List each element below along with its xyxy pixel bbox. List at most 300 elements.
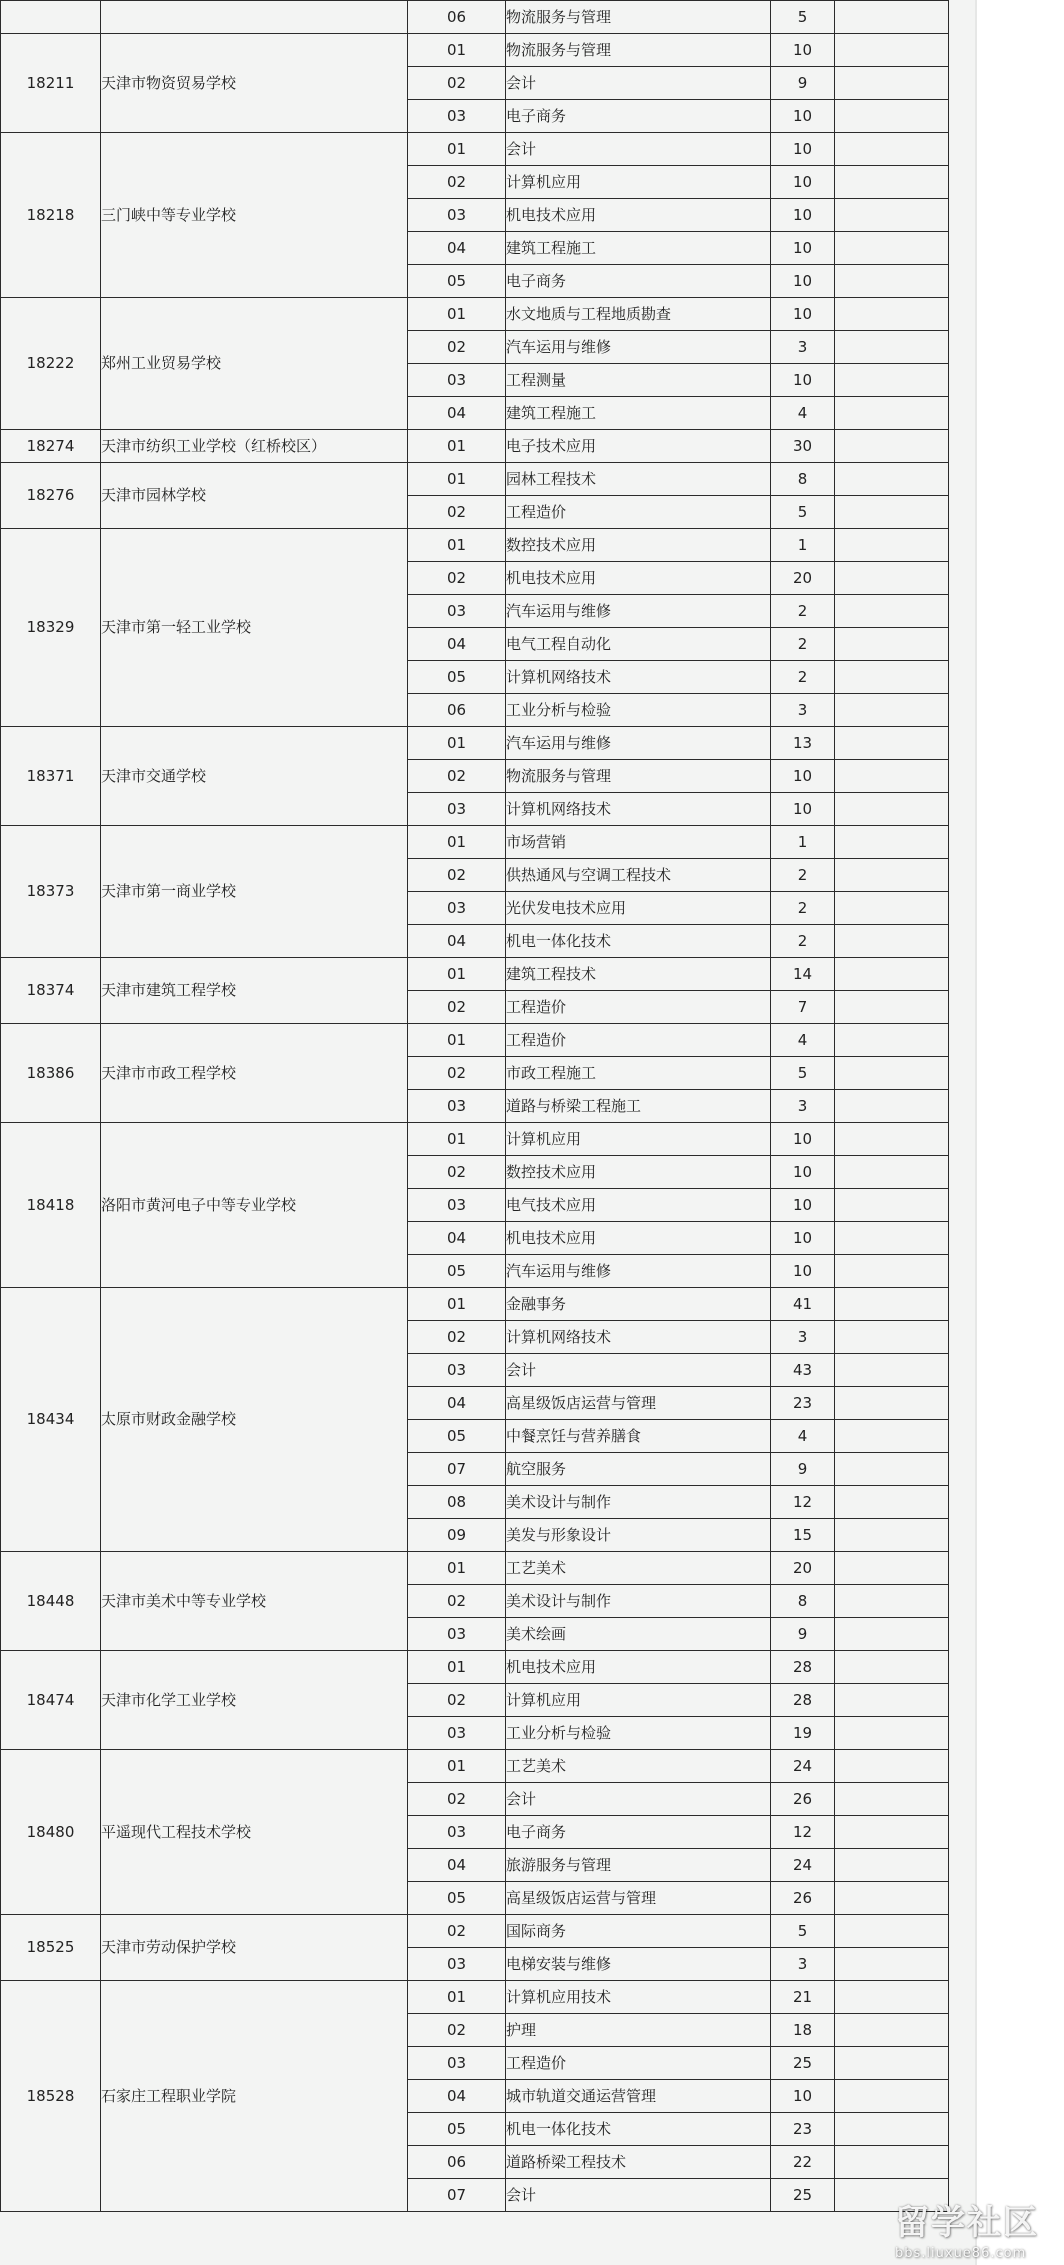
remark-cell xyxy=(835,760,949,793)
major-code-cell: 03 xyxy=(408,364,506,397)
remark-cell xyxy=(835,1816,949,1849)
school-code-cell: 18434 xyxy=(1,1288,101,1552)
school-code-cell: 18276 xyxy=(1,463,101,529)
quota-cell: 2 xyxy=(771,892,835,925)
remark-cell xyxy=(835,1915,949,1948)
major-code-cell: 02 xyxy=(408,1684,506,1717)
quota-cell: 10 xyxy=(771,133,835,166)
major-code-cell: 04 xyxy=(408,1387,506,1420)
major-name-cell: 城市轨道交通运营管理 xyxy=(506,2080,771,2113)
remark-cell xyxy=(835,331,949,364)
quota-cell: 28 xyxy=(771,1684,835,1717)
major-name-cell: 物流服务与管理 xyxy=(506,760,771,793)
major-name-cell: 建筑工程施工 xyxy=(506,397,771,430)
remark-cell xyxy=(835,958,949,991)
major-name-cell: 中餐烹饪与营养膳食 xyxy=(506,1420,771,1453)
major-code-cell: 07 xyxy=(408,2179,506,2212)
major-code-cell: 04 xyxy=(408,397,506,430)
major-name-cell: 会计 xyxy=(506,1783,771,1816)
major-code-cell: 02 xyxy=(408,331,506,364)
quota-cell: 9 xyxy=(771,1618,835,1651)
school-name-cell: 平遥现代工程技术学校 xyxy=(101,1750,408,1915)
major-name-cell: 机电技术应用 xyxy=(506,1222,771,1255)
remark-cell xyxy=(835,2146,949,2179)
remark-cell xyxy=(835,1948,949,1981)
remark-cell xyxy=(835,2047,949,2080)
school-code-cell: 18374 xyxy=(1,958,101,1024)
remark-cell xyxy=(835,2113,949,2146)
major-name-cell: 高星级饭店运营与管理 xyxy=(506,1387,771,1420)
remark-cell xyxy=(835,397,949,430)
school-code-cell: 18274 xyxy=(1,430,101,463)
remark-cell xyxy=(835,1222,949,1255)
quota-cell: 2 xyxy=(771,595,835,628)
major-code-cell: 01 xyxy=(408,133,506,166)
quota-cell: 5 xyxy=(771,1057,835,1090)
quota-cell: 12 xyxy=(771,1816,835,1849)
quota-cell: 8 xyxy=(771,463,835,496)
major-code-cell: 03 xyxy=(408,793,506,826)
major-code-cell: 04 xyxy=(408,1222,506,1255)
major-code-cell: 02 xyxy=(408,166,506,199)
major-name-cell: 护理 xyxy=(506,2014,771,2047)
quota-cell: 20 xyxy=(771,562,835,595)
remark-cell xyxy=(835,430,949,463)
school-name-cell: 天津市建筑工程学校 xyxy=(101,958,408,1024)
major-name-cell: 电子商务 xyxy=(506,265,771,298)
quota-cell: 28 xyxy=(771,1651,835,1684)
remark-cell xyxy=(835,1,949,34)
quota-cell: 3 xyxy=(771,694,835,727)
quota-cell: 10 xyxy=(771,166,835,199)
major-name-cell: 计算机应用 xyxy=(506,166,771,199)
major-name-cell: 电子技术应用 xyxy=(506,430,771,463)
major-name-cell: 计算机应用 xyxy=(506,1123,771,1156)
major-name-cell: 计算机应用技术 xyxy=(506,1981,771,2014)
major-code-cell: 02 xyxy=(408,1321,506,1354)
school-name-cell: 天津市市政工程学校 xyxy=(101,1024,408,1123)
remark-cell xyxy=(835,1156,949,1189)
quota-cell: 7 xyxy=(771,991,835,1024)
remark-cell xyxy=(835,1717,949,1750)
major-name-cell: 汽车运用与维修 xyxy=(506,1255,771,1288)
quota-cell: 3 xyxy=(771,331,835,364)
school-name-cell: 天津市第一商业学校 xyxy=(101,826,408,958)
major-code-cell: 03 xyxy=(408,2047,506,2080)
major-code-cell: 03 xyxy=(408,1948,506,1981)
quota-cell: 14 xyxy=(771,958,835,991)
major-name-cell: 美发与形象设计 xyxy=(506,1519,771,1552)
school-code-cell: 18371 xyxy=(1,727,101,826)
remark-cell xyxy=(835,1651,949,1684)
quota-cell: 19 xyxy=(771,1717,835,1750)
major-code-cell: 02 xyxy=(408,1585,506,1618)
remark-cell xyxy=(835,991,949,1024)
major-name-cell: 工程造价 xyxy=(506,496,771,529)
quota-cell: 23 xyxy=(771,2113,835,2146)
major-code-cell: 03 xyxy=(408,1618,506,1651)
major-code-cell: 01 xyxy=(408,430,506,463)
remark-cell xyxy=(835,1024,949,1057)
major-name-cell: 工艺美术 xyxy=(506,1552,771,1585)
major-name-cell: 机电技术应用 xyxy=(506,562,771,595)
table-row xyxy=(1,1,949,34)
quota-cell: 22 xyxy=(771,2146,835,2179)
major-name-cell: 工业分析与检验 xyxy=(506,694,771,727)
quota-cell: 10 xyxy=(771,265,835,298)
remark-cell xyxy=(835,661,949,694)
school-code-cell: 18218 xyxy=(1,133,101,298)
major-code-cell: 01 xyxy=(408,1024,506,1057)
remark-cell xyxy=(835,1057,949,1090)
quota-cell: 26 xyxy=(771,1882,835,1915)
major-code-cell: 02 xyxy=(408,67,506,100)
quota-cell: 10 xyxy=(771,100,835,133)
major-code-cell: 02 xyxy=(408,1057,506,1090)
school-name-cell: 洛阳市黄河电子中等专业学校 xyxy=(101,1123,408,1288)
major-code-cell: 01 xyxy=(408,1288,506,1321)
remark-cell xyxy=(835,2080,949,2113)
quota-cell: 4 xyxy=(771,1420,835,1453)
quota-cell: 5 xyxy=(771,496,835,529)
major-code-cell: 06 xyxy=(408,694,506,727)
quota-cell: 10 xyxy=(771,298,835,331)
watermark-url-text: bbs.liuxue86.com xyxy=(895,2246,1027,2261)
major-name-cell: 电梯安装与维修 xyxy=(506,1948,771,1981)
remark-cell xyxy=(835,1255,949,1288)
quota-cell: 1 xyxy=(771,529,835,562)
quota-cell: 10 xyxy=(771,1189,835,1222)
major-code-cell: 02 xyxy=(408,760,506,793)
major-name-cell: 光伏发电技术应用 xyxy=(506,892,771,925)
major-code-cell: 06 xyxy=(408,2146,506,2179)
major-code-cell: 01 xyxy=(408,34,506,67)
school-code-cell xyxy=(1,1,101,34)
major-name-cell: 物流服务与管理 xyxy=(506,34,771,67)
school-name-cell: 天津市纺织工业学校（红桥校区） xyxy=(101,430,408,463)
major-name-cell: 汽车运用与维修 xyxy=(506,595,771,628)
school-name-cell: 郑州工业贸易学校 xyxy=(101,298,408,430)
major-name-cell: 旅游服务与管理 xyxy=(506,1849,771,1882)
remark-cell xyxy=(835,1453,949,1486)
school-code-cell: 18386 xyxy=(1,1024,101,1123)
major-code-cell: 04 xyxy=(408,628,506,661)
remark-cell xyxy=(835,2014,949,2047)
panel-edge xyxy=(975,0,977,2265)
school-code-cell: 18480 xyxy=(1,1750,101,1915)
quota-cell: 2 xyxy=(771,661,835,694)
remark-cell xyxy=(835,1288,949,1321)
major-name-cell: 会计 xyxy=(506,67,771,100)
remark-cell xyxy=(835,562,949,595)
major-code-cell: 01 xyxy=(408,826,506,859)
school-code-cell: 18329 xyxy=(1,529,101,727)
major-name-cell: 数控技术应用 xyxy=(506,529,771,562)
major-code-cell: 06 xyxy=(408,1,506,34)
table-row xyxy=(1,463,949,496)
table-row xyxy=(1,1288,949,1321)
major-code-cell: 05 xyxy=(408,2113,506,2146)
school-code-cell: 18373 xyxy=(1,826,101,958)
quota-cell: 10 xyxy=(771,1123,835,1156)
table-row xyxy=(1,298,949,331)
remark-cell xyxy=(835,1552,949,1585)
school-name-cell: 天津市美术中等专业学校 xyxy=(101,1552,408,1651)
major-code-cell: 02 xyxy=(408,859,506,892)
major-name-cell: 数控技术应用 xyxy=(506,1156,771,1189)
remark-cell xyxy=(835,232,949,265)
remark-cell xyxy=(835,133,949,166)
remark-cell xyxy=(835,1882,949,1915)
remark-cell xyxy=(835,166,949,199)
quota-cell: 5 xyxy=(771,1915,835,1948)
remark-cell xyxy=(835,1750,949,1783)
quota-cell: 24 xyxy=(771,1750,835,1783)
remark-cell xyxy=(835,826,949,859)
major-code-cell: 04 xyxy=(408,925,506,958)
quota-cell: 25 xyxy=(771,2179,835,2212)
quota-cell: 10 xyxy=(771,364,835,397)
major-code-cell: 05 xyxy=(408,265,506,298)
major-code-cell: 01 xyxy=(408,1981,506,2014)
major-name-cell: 机电一体化技术 xyxy=(506,925,771,958)
major-code-cell: 01 xyxy=(408,1552,506,1585)
major-code-cell: 02 xyxy=(408,1915,506,1948)
major-name-cell: 电气工程自动化 xyxy=(506,628,771,661)
remark-cell xyxy=(835,1486,949,1519)
quota-cell: 10 xyxy=(771,1156,835,1189)
table-row xyxy=(1,529,949,562)
quota-cell: 20 xyxy=(771,1552,835,1585)
major-name-cell: 电子商务 xyxy=(506,1816,771,1849)
major-name-cell: 电气技术应用 xyxy=(506,1189,771,1222)
quota-cell: 9 xyxy=(771,67,835,100)
table-row xyxy=(1,1651,949,1684)
quota-cell: 15 xyxy=(771,1519,835,1552)
quota-cell: 3 xyxy=(771,1948,835,1981)
major-name-cell: 美术设计与制作 xyxy=(506,1486,771,1519)
school-code-cell: 18448 xyxy=(1,1552,101,1651)
quota-cell: 18 xyxy=(771,2014,835,2047)
quota-cell: 4 xyxy=(771,1024,835,1057)
table-row xyxy=(1,34,949,67)
quota-cell: 10 xyxy=(771,2080,835,2113)
school-code-cell: 18474 xyxy=(1,1651,101,1750)
remark-cell xyxy=(835,1420,949,1453)
major-code-cell: 01 xyxy=(408,727,506,760)
major-name-cell: 金融事务 xyxy=(506,1288,771,1321)
remark-cell xyxy=(835,793,949,826)
remark-cell xyxy=(835,1618,949,1651)
major-code-cell: 08 xyxy=(408,1486,506,1519)
major-code-cell: 02 xyxy=(408,1783,506,1816)
school-name-cell: 天津市物资贸易学校 xyxy=(101,34,408,133)
table-row xyxy=(1,430,949,463)
school-code-cell: 18528 xyxy=(1,1981,101,2212)
quota-cell: 3 xyxy=(771,1321,835,1354)
remark-cell xyxy=(835,199,949,232)
school-name-cell: 天津市园林学校 xyxy=(101,463,408,529)
remark-cell xyxy=(835,727,949,760)
school-code-cell: 18525 xyxy=(1,1915,101,1981)
quota-cell: 10 xyxy=(771,34,835,67)
major-code-cell: 03 xyxy=(408,1090,506,1123)
table-row xyxy=(1,727,949,760)
major-name-cell: 会计 xyxy=(506,1354,771,1387)
quota-cell: 21 xyxy=(771,1981,835,2014)
quota-cell: 2 xyxy=(771,859,835,892)
major-name-cell: 水文地质与工程地质勘查 xyxy=(506,298,771,331)
remark-cell xyxy=(835,1783,949,1816)
quota-cell: 5 xyxy=(771,1,835,34)
quota-cell: 26 xyxy=(771,1783,835,1816)
major-code-cell: 05 xyxy=(408,1882,506,1915)
remark-cell xyxy=(835,1684,949,1717)
major-name-cell: 高星级饭店运营与管理 xyxy=(506,1882,771,1915)
major-code-cell: 03 xyxy=(408,100,506,133)
major-name-cell: 机电技术应用 xyxy=(506,199,771,232)
school-name-cell: 石家庄工程职业学院 xyxy=(101,1981,408,2212)
major-name-cell: 工艺美术 xyxy=(506,1750,771,1783)
quota-cell: 8 xyxy=(771,1585,835,1618)
major-name-cell: 国际商务 xyxy=(506,1915,771,1948)
major-code-cell: 01 xyxy=(408,298,506,331)
quota-cell: 10 xyxy=(771,232,835,265)
major-code-cell: 04 xyxy=(408,2080,506,2113)
major-code-cell: 03 xyxy=(408,1717,506,1750)
major-code-cell: 02 xyxy=(408,1156,506,1189)
quota-cell: 43 xyxy=(771,1354,835,1387)
major-code-cell: 02 xyxy=(408,2014,506,2047)
major-name-cell: 计算机网络技术 xyxy=(506,1321,771,1354)
major-name-cell: 物流服务与管理 xyxy=(506,1,771,34)
remark-cell xyxy=(835,265,949,298)
quota-cell: 9 xyxy=(771,1453,835,1486)
remark-cell xyxy=(835,1123,949,1156)
school-name-cell: 天津市交通学校 xyxy=(101,727,408,826)
school-code-cell: 18418 xyxy=(1,1123,101,1288)
quota-cell: 24 xyxy=(771,1849,835,1882)
table-row xyxy=(1,1981,949,2014)
remark-cell xyxy=(835,892,949,925)
major-code-cell: 02 xyxy=(408,991,506,1024)
quota-cell: 1 xyxy=(771,826,835,859)
major-name-cell: 市政工程施工 xyxy=(506,1057,771,1090)
remark-cell xyxy=(835,1189,949,1222)
major-code-cell: 01 xyxy=(408,529,506,562)
major-name-cell: 计算机网络技术 xyxy=(506,661,771,694)
quota-cell: 10 xyxy=(771,1222,835,1255)
remark-cell xyxy=(835,694,949,727)
major-name-cell: 道路与桥梁工程施工 xyxy=(506,1090,771,1123)
major-code-cell: 02 xyxy=(408,562,506,595)
table-row xyxy=(1,1552,949,1585)
major-code-cell: 03 xyxy=(408,1354,506,1387)
quota-cell: 10 xyxy=(771,199,835,232)
major-name-cell: 工程造价 xyxy=(506,1024,771,1057)
site-watermark xyxy=(895,2195,1060,2260)
major-code-cell: 05 xyxy=(408,1420,506,1453)
major-name-cell: 工业分析与检验 xyxy=(506,1717,771,1750)
major-name-cell: 建筑工程技术 xyxy=(506,958,771,991)
quota-cell: 10 xyxy=(771,793,835,826)
school-name-cell: 天津市化学工业学校 xyxy=(101,1651,408,1750)
remark-cell xyxy=(835,496,949,529)
major-code-cell: 04 xyxy=(408,1849,506,1882)
table-row xyxy=(1,1750,949,1783)
school-name-cell xyxy=(101,1,408,34)
major-code-cell: 03 xyxy=(408,1189,506,1222)
major-name-cell: 计算机网络技术 xyxy=(506,793,771,826)
remark-cell xyxy=(835,1354,949,1387)
major-code-cell: 01 xyxy=(408,1651,506,1684)
table-row xyxy=(1,958,949,991)
remark-cell xyxy=(835,925,949,958)
remark-cell xyxy=(835,1849,949,1882)
table-row xyxy=(1,1123,949,1156)
major-code-cell: 01 xyxy=(408,958,506,991)
major-code-cell: 03 xyxy=(408,595,506,628)
major-name-cell: 电子商务 xyxy=(506,100,771,133)
remark-cell xyxy=(835,529,949,562)
school-name-cell: 天津市第一轻工业学校 xyxy=(101,529,408,727)
remark-cell xyxy=(835,1981,949,2014)
major-name-cell: 会计 xyxy=(506,133,771,166)
major-name-cell: 计算机应用 xyxy=(506,1684,771,1717)
major-code-cell: 07 xyxy=(408,1453,506,1486)
quota-cell: 10 xyxy=(771,1255,835,1288)
major-name-cell: 园林工程技术 xyxy=(506,463,771,496)
major-name-cell: 工程测量 xyxy=(506,364,771,397)
quota-cell: 2 xyxy=(771,628,835,661)
major-code-cell: 04 xyxy=(408,232,506,265)
major-name-cell: 汽车运用与维修 xyxy=(506,727,771,760)
major-name-cell: 供热通风与空调工程技术 xyxy=(506,859,771,892)
major-name-cell: 美术绘画 xyxy=(506,1618,771,1651)
major-code-cell: 02 xyxy=(408,496,506,529)
remark-cell xyxy=(835,595,949,628)
remark-cell xyxy=(835,1090,949,1123)
major-code-cell: 05 xyxy=(408,661,506,694)
major-code-cell: 03 xyxy=(408,199,506,232)
quota-cell: 4 xyxy=(771,397,835,430)
major-name-cell: 建筑工程施工 xyxy=(506,232,771,265)
major-name-cell: 市场营销 xyxy=(506,826,771,859)
remark-cell xyxy=(835,1321,949,1354)
major-name-cell: 道路桥梁工程技术 xyxy=(506,2146,771,2179)
school-code-cell: 18211 xyxy=(1,34,101,133)
quota-cell: 2 xyxy=(771,925,835,958)
remark-cell xyxy=(835,34,949,67)
school-code-cell: 18222 xyxy=(1,298,101,430)
major-code-cell: 03 xyxy=(408,1816,506,1849)
remark-cell xyxy=(835,1585,949,1618)
remark-cell xyxy=(835,364,949,397)
table-row xyxy=(1,133,949,166)
major-code-cell: 01 xyxy=(408,463,506,496)
major-name-cell: 美术设计与制作 xyxy=(506,1585,771,1618)
table-row xyxy=(1,1024,949,1057)
major-name-cell: 会计 xyxy=(506,2179,771,2212)
remark-cell xyxy=(835,1387,949,1420)
major-name-cell: 机电一体化技术 xyxy=(506,2113,771,2146)
enrollment-table-body xyxy=(1,1,949,2212)
major-code-cell: 05 xyxy=(408,1255,506,1288)
major-code-cell: 03 xyxy=(408,892,506,925)
quota-cell: 41 xyxy=(771,1288,835,1321)
major-name-cell: 航空服务 xyxy=(506,1453,771,1486)
remark-cell xyxy=(835,859,949,892)
